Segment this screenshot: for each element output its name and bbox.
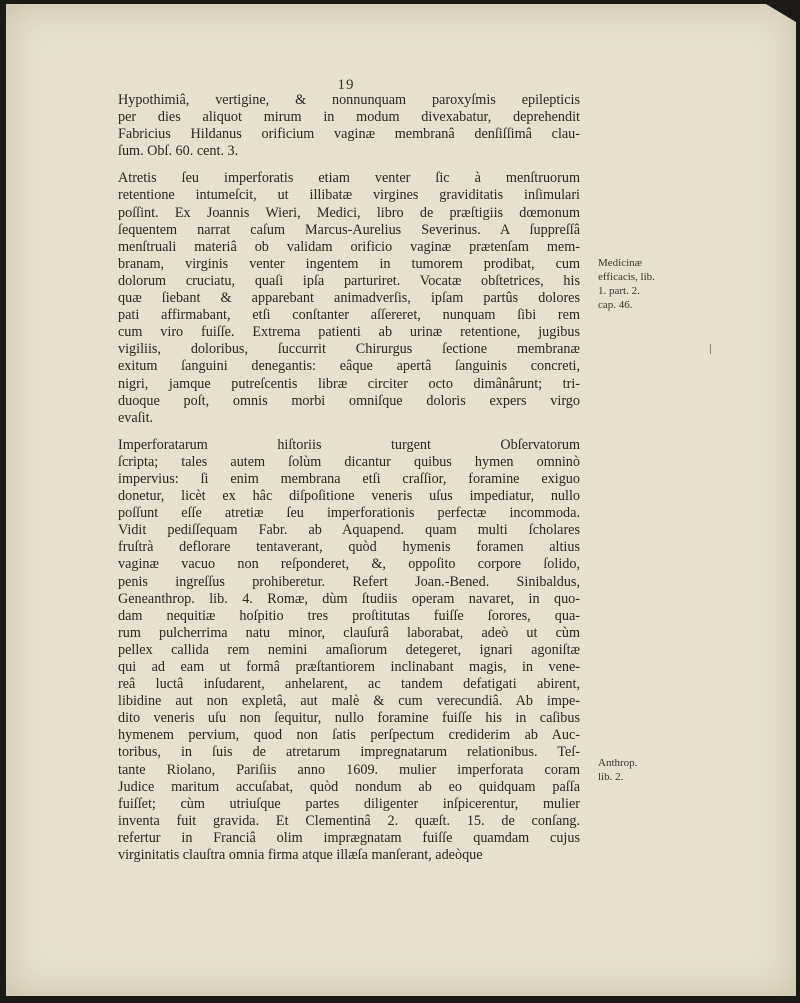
text-line: quæ ſiebant & apparebant animadverſis, ipſam partûs dolores [118, 290, 580, 307]
text-line: hymenem pervium, quod non ſatis perſpectum crediderim ab Auc- [118, 727, 580, 744]
text-line: ſequentem narrat caſum Marcus-Aurelius Severinus. A ſuppreſſâ [118, 221, 580, 238]
text-line: vigiliis, doloribus, ſuccurrit Chirurgus ſectione membranæ [118, 341, 580, 358]
margin-mark [710, 344, 711, 354]
text-line: poſſunt eſſe atretiæ ſeu imperforationis perfectæ incommoda. [118, 505, 580, 522]
text-line: retentione intumeſcit, ut illibatæ virgines graviditatis inſimulari [118, 187, 580, 204]
text-line: inventa fuit gravida. Et Clementinâ 2. quæſt. 15. de conſang. [118, 812, 580, 829]
text-line: qui ad eam ut formâ præſtantiorem inclinabant magis, in vene- [118, 659, 580, 675]
page-corner-shadow [766, 4, 796, 22]
margin-note-line: Anthrop. [598, 757, 638, 769]
text-line: pellex callida rem nemini amaſiorum detegeret, ignari agoniſtæ [118, 641, 580, 658]
text-line: Vidit pediſſequam Fabr. ab Aquapend. quam multi ſcholares [118, 522, 580, 539]
text-line: dolorum cruciatu, quaſi ipſa parturiret. Vocatæ obſtetrices, his [118, 272, 580, 289]
text-line: branam, virginis venter ingentem in tumorem prodibat, cum [118, 255, 580, 272]
margin-note-line: lib. 2. [598, 771, 624, 783]
text-line: tante Riolano, Pariſiis anno 1609. mulier imperforata coram [118, 761, 580, 778]
text-line: dito veneris uſu non ſequitur, nullo foramine fuiſſe his in caſibus [118, 710, 580, 727]
text-line: duoque poſt, omnis morbi omniſque doloris expers virgo [118, 392, 580, 409]
body-text [118, 92, 580, 864]
margin-note-line: 1. part. 2. [598, 285, 640, 297]
margin-note-line: efficacis, lib. [598, 271, 655, 283]
text-line: Fabricius Hildanus orificium vaginæ membranâ denſiſſimâ clau- [118, 126, 580, 143]
text-line: Hypothimiâ, vertigine, & nonnunquam paroxyſmis epilepticis [118, 92, 580, 108]
text-line: menſtruali materiâ ob validam orificio vaginæ prætenſam mem- [118, 238, 580, 255]
text-line: Judice maritum accuſabat, quòd nondum ab eo quidquam paſſa [118, 778, 580, 795]
text-line: Imperforatarum hiſtoriis turgent Obſervatorum [118, 436, 580, 453]
text-line: refertur in Franciâ olim imprægnatam fuiſſe quamdam cujus [118, 829, 580, 846]
text-line: impervius: ſi enim membrana etſi craſſior, foramine exiguo [118, 470, 580, 487]
text-line: dam nequitiæ hoſpitio tres proſtitutas fuiſſe ſorores, qua- [118, 607, 580, 624]
book-page [6, 4, 796, 996]
page-number: 19 [337, 77, 355, 93]
text-line: Atretis ſeu imperforatis etiam venter ſic à menſtruorum [118, 170, 580, 187]
text-line: fuiſſet; cùm utriuſque partes diligenter inſpicerentur, mulier [118, 795, 580, 812]
margin-note-line: Medicinæ [598, 257, 642, 269]
text-line: toribus, in ſuis de atretarum impregnatarum relationibus. Teſ- [118, 744, 580, 761]
text-line: reâ luctâ inſudarent, anhelarent, ac tandem defatigati abirent, [118, 676, 580, 693]
margin-note-line: cap. 46. [598, 299, 633, 311]
text-line: virginitatis clauſtra omnia firma atque illæſa manſerant, adeòque [118, 847, 483, 864]
text-line: ſum. Obſ. 60. cent. 3. [118, 143, 239, 160]
text-line: vaginæ vacuo non reſponderet, &, oppoſito corpore ſolido, [118, 556, 580, 573]
text-line: rum pulcherrima natu minor, clauſurâ laborabat, adeò ut cùm [118, 624, 580, 641]
text-line: nigri, jamque putreſcentis libræ circiter octo dimânârunt; tri- [118, 375, 580, 392]
margin-note-anthrop [598, 756, 678, 784]
text-line: pati affirmabant, etſi conſtanter aſſereret, nunquam ſibi rem [118, 307, 580, 324]
text-line: donetur, licèt ex hâc diſpoſitione veneris uſus impediatur, nullo [118, 488, 580, 505]
margin-note-medicinae [598, 256, 678, 312]
text-line: poſſint. Ex Joannis Wieri, Medici, libro de præſtigiis dœmonum [118, 204, 580, 221]
text-line: penis ingreſſus prohiberetur. Refert Joan.-Bened. Sinibaldus, [118, 573, 580, 590]
paragraph-gap [118, 427, 580, 437]
text-line: exitum ſanguini denegantis: eâque apertâ ſanguinis concreti, [118, 358, 580, 375]
text-line: Geneanthrop. lib. 4. Romæ, dùm ſtudiis operam navaret, in quo- [118, 590, 580, 607]
text-line: per dies aliquot mirum in modum divexabatur, deprehendit [118, 109, 580, 126]
text-line: cum viro fuiſſe. Extrema patienti ab urinæ retentione, jugibus [118, 324, 580, 341]
text-line: ſcripta; tales autem ſolùm dicantur quibus hymen omninò [118, 453, 580, 470]
text-line: libidine aut non expletâ, aut malè & cum verecundiâ. Ab impe- [118, 693, 580, 710]
text-line: fruſtrà deflorare tentaverant, quòd hymenis foramen altius [118, 539, 580, 556]
text-line: evaſit. [118, 409, 154, 426]
paragraph-gap [118, 160, 580, 170]
